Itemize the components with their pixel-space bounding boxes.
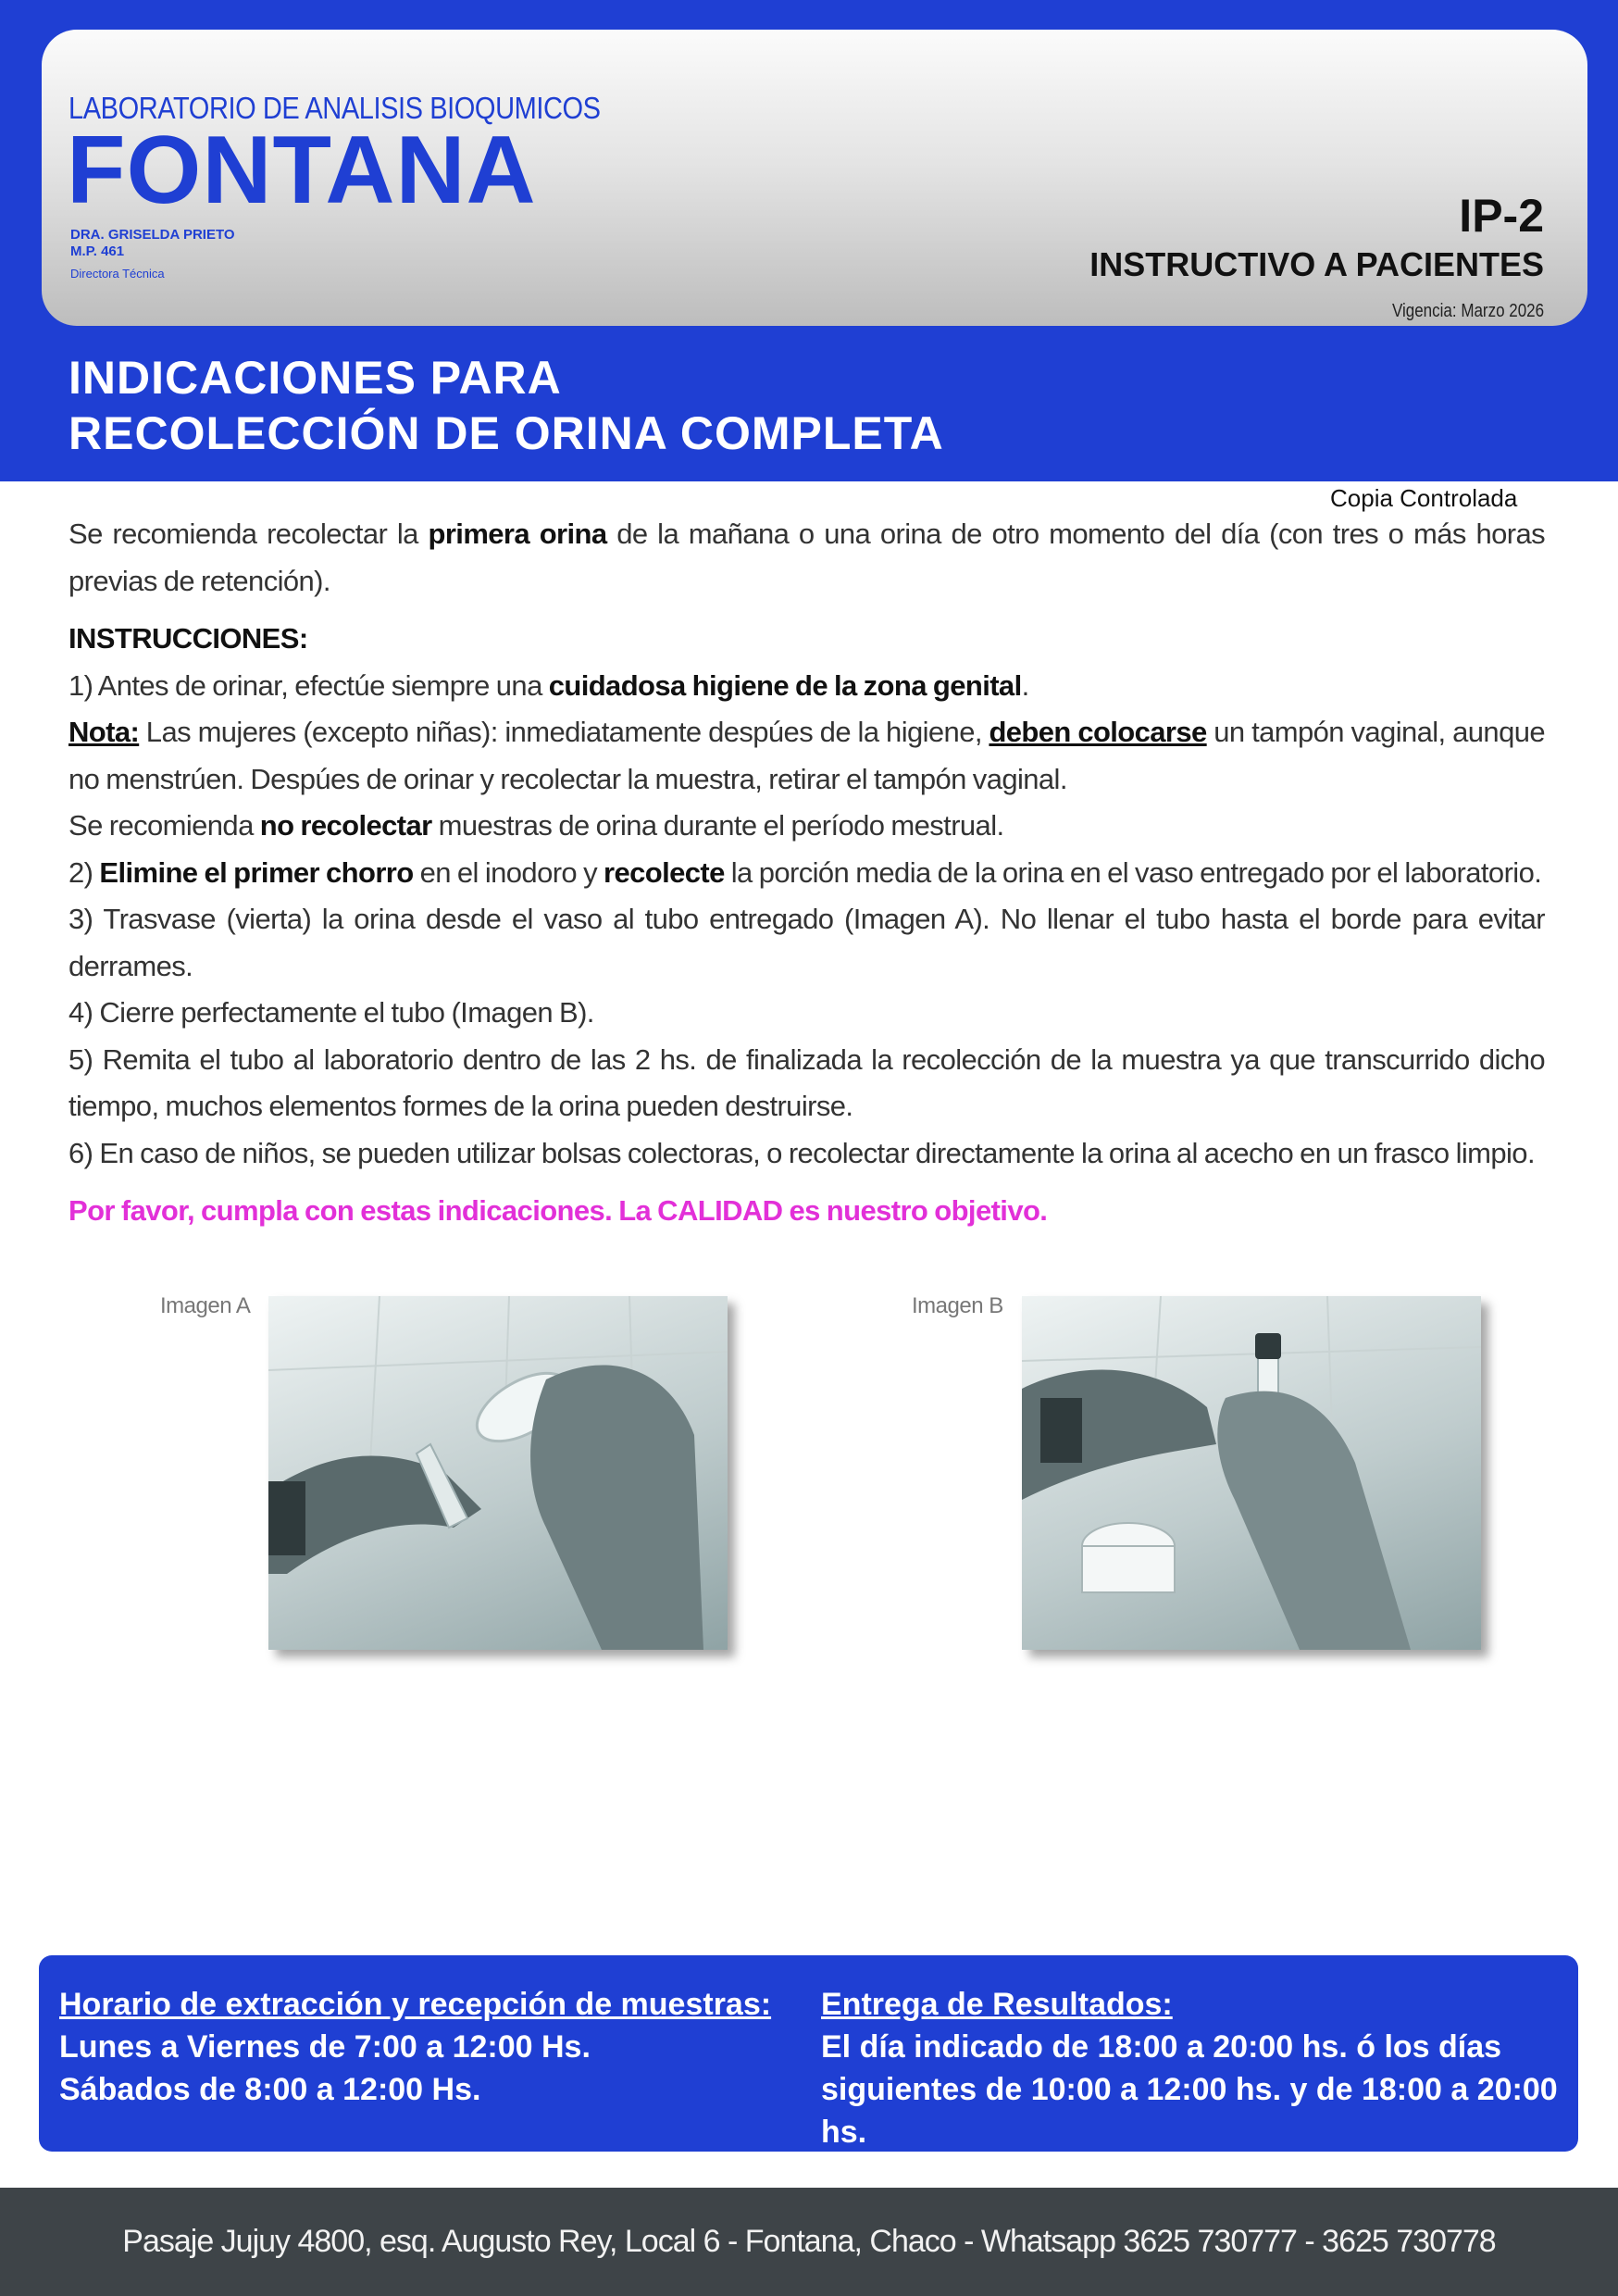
saturday-hours: Sábados de 8:00 a 12:00 Hs.	[59, 2072, 481, 2107]
text-span: en el inodoro y	[413, 855, 604, 889]
extraction-hours-title: Horario de extracción y recepción de muestras:	[59, 1987, 772, 2022]
title-line-2: RECOLECCIÓN DE ORINA COMPLETA	[68, 407, 944, 459]
document-code: IP-2	[1459, 190, 1544, 242]
title-line-1: INDICACIONES PARA	[68, 352, 562, 404]
step-1	[68, 663, 1545, 710]
image-a-photo	[268, 1296, 728, 1650]
doctor-mp: M.P. 461	[70, 243, 125, 259]
emphasis-text: Elimine el primer chorro	[99, 855, 414, 889]
doctor-info	[70, 227, 235, 260]
text-span: Se recomienda recolectar la	[68, 518, 429, 550]
image-b-label: Imagen B	[912, 1293, 1003, 1318]
text-span: 2)	[68, 855, 100, 889]
text-span: Se recomienda	[68, 809, 260, 842]
lab-subtitle: LABORATORIO DE ANALISIS BIOQUMICOS	[68, 91, 601, 125]
extraction-hours	[59, 1983, 771, 2111]
step-4: 4) Cierre perfectamente el tubo (Imagen B).	[68, 996, 594, 1029]
validity-date: Vigencia: Marzo 2026	[1391, 301, 1544, 321]
results-delivery-title: Entrega de Resultados:	[821, 1987, 1173, 2022]
emphasis-text: cuidadosa higiene de la zona genital	[548, 668, 1022, 702]
doctor-role: Directora Técnica	[70, 267, 165, 281]
text-span: la porción media de la orina en el vaso entregado por el laboratorio.	[724, 855, 1542, 889]
emphasis-text: no recolectar	[259, 809, 432, 842]
text-span: muestras de orina durante el período mestrual.	[431, 809, 1004, 842]
lab-logo-name: FONTANA	[67, 117, 537, 224]
note-label: Nota:	[68, 716, 140, 748]
note-paragraph	[68, 709, 1545, 803]
emphasis-text: primera orina	[428, 518, 607, 550]
step-5: 5) Remita el tubo al laboratorio dentro de las 2 hs. de finalizada la recolección de la muestra ya que transcurrido dicho tiempo, muchos elementos formes de la orina pueden destruirse.	[68, 1042, 1545, 1122]
text-span: 1) Antes de orinar, efectúe siempre una	[68, 668, 549, 702]
text-span: un tampón vaginal, aunque no menstrúen. Despúes de orinar y recolectar la muestra, retirar el tampón vaginal.	[68, 716, 1545, 795]
quality-message: Por favor, cumpla con estas indicaciones. La CALIDAD es nuestro objetivo.	[68, 1194, 1048, 1227]
image-a-label: Imagen A	[160, 1293, 251, 1318]
instructions-heading: INSTRUCCIONES:	[68, 622, 308, 655]
image-b-photo	[1022, 1296, 1481, 1650]
intro-paragraph	[68, 511, 1545, 605]
results-line-1: El día indicado de 18:00 a 20:00 hs. ó los días	[821, 2029, 1502, 2065]
instructions-body	[68, 511, 1545, 1235]
results-line-2: siguientes de 10:00 a 12:00 hs. y de 18:00 a 20:00 hs.	[821, 2072, 1558, 2150]
schedule-box	[39, 1955, 1578, 2152]
emphasis-text: deben colocarse	[989, 716, 1207, 748]
results-delivery	[821, 1983, 1578, 2153]
step-6: 6) En caso de niños, se pueden utilizar bolsas colectoras, o recolectar directamente la orina al acecho en un frasco limpio.	[68, 1136, 1535, 1169]
controlled-copy-label: Copia Controlada	[1330, 484, 1518, 512]
text-span: .	[1021, 668, 1029, 702]
text-span: Las mujeres (excepto niñas): inmediatamente despúes de la higiene,	[139, 716, 989, 748]
emphasis-text: recolecte	[604, 855, 725, 889]
doctor-name: DRA. GRISELDA PRIETO	[70, 227, 235, 243]
step-2	[68, 850, 1545, 897]
weekday-hours: Lunes a Viernes de 7:00 a 12:00 Hs.	[59, 2029, 591, 2065]
image-a-illustration	[268, 1296, 728, 1650]
document-type: INSTRUCTIVO A PACIENTES	[1089, 245, 1544, 283]
image-b-illustration	[1022, 1296, 1481, 1650]
text-span: de la mañana o una orina de otro momento del día (con tres o más horas previas de retención).	[68, 518, 1546, 597]
step-3: 3) Trasvase (vierta) la orina desde el vaso al tubo entregado (Imagen A). No llenar el tubo hasta el borde para evitar derrames.	[68, 903, 1545, 982]
page-title	[68, 350, 944, 461]
recommendation-paragraph	[68, 803, 1545, 850]
footer-address: Pasaje Jujuy 4800, esq. Augusto Rey, Local 6 - Fontana, Chaco - Whatsapp 3625 730777 - 3625 730778	[0, 2188, 1618, 2296]
